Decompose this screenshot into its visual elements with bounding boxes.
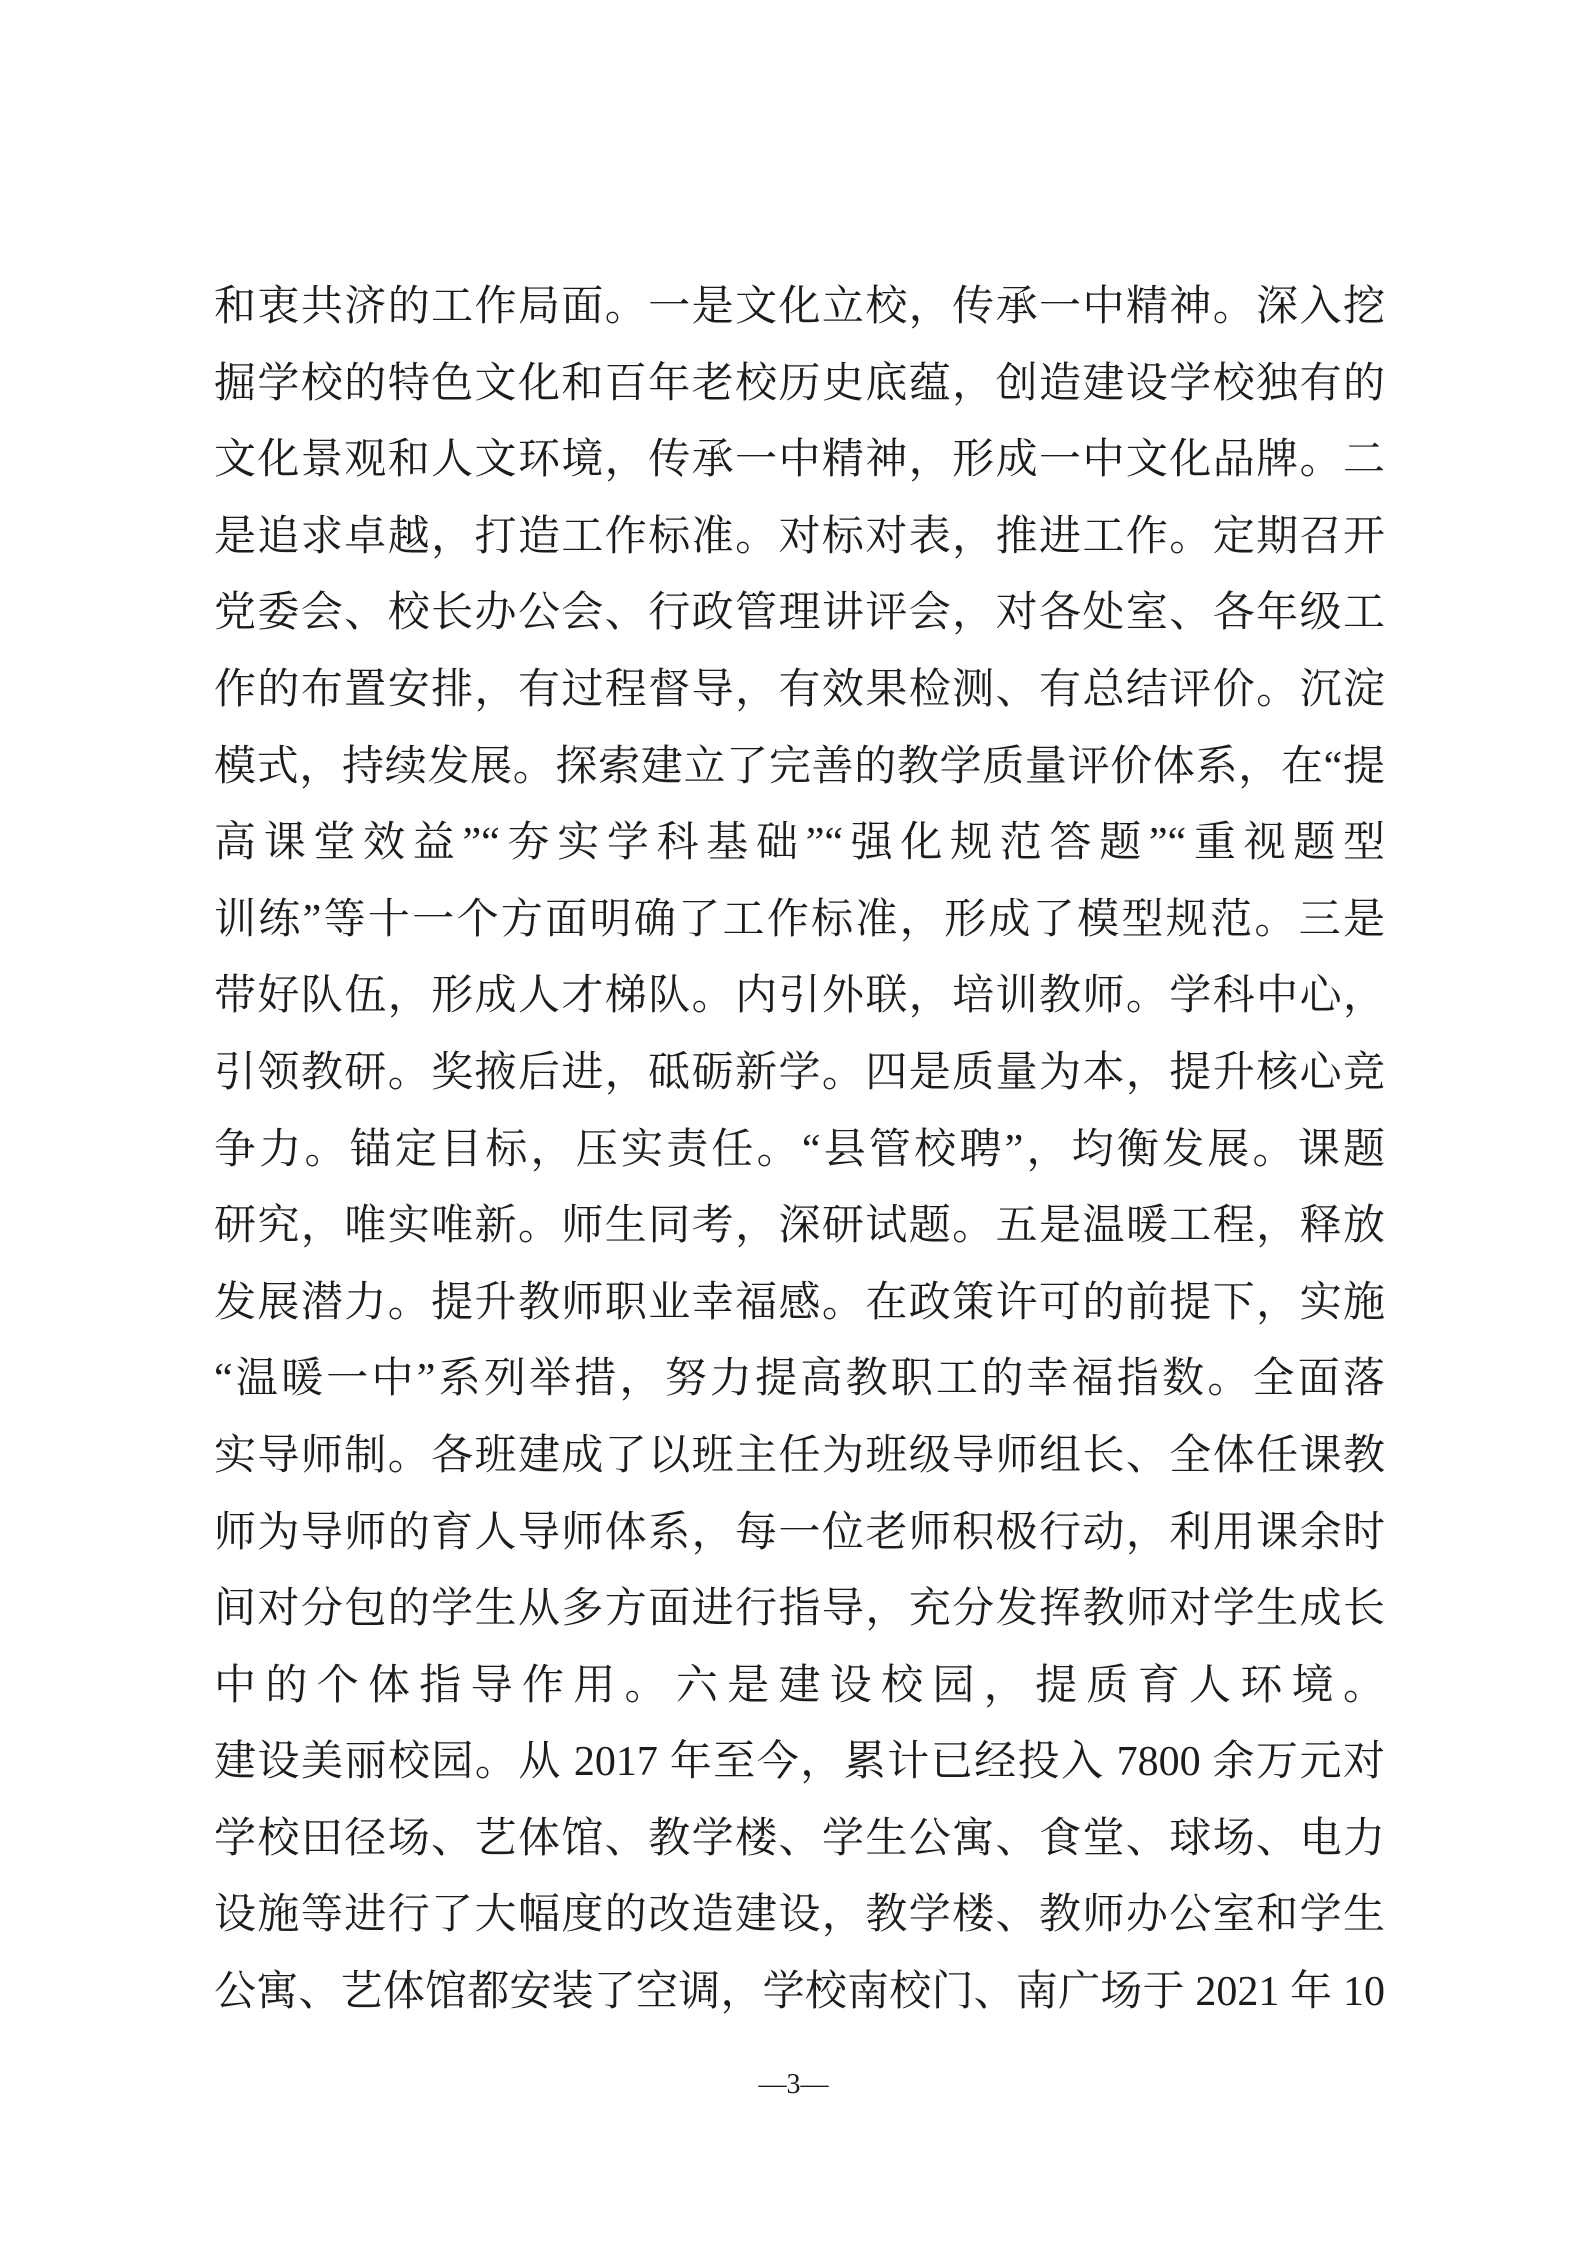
- text-line: “温暖一中”系列举措，努力提高教职工的幸福指数。全面落: [214, 1356, 1385, 1403]
- text-line: 实导师制。各班建成了以班主任为班级导师组长、全体任课教: [214, 1432, 1385, 1479]
- text-line: 建设美丽校园。从 2017 年至今，累计已经投入 7800 余万元对: [214, 1739, 1385, 1786]
- text-line: 训练”等十一个方面明确了工作标准，形成了模型规范。三是: [214, 896, 1385, 943]
- text-line: 设施等进行了大幅度的改造建设，教学楼、教师办公室和学生: [214, 1892, 1385, 1939]
- text-line: 公寓、艺体馆都安装了空调，学校南校门、南广场于 2021 年 10: [214, 1969, 1385, 2016]
- text-line: 模式，持续发展。探索建立了完善的教学质量评价体系，在“提: [214, 743, 1385, 790]
- text-line: 带好队伍，形成人才梯队。内引外联，培训教师。学科中心，: [214, 973, 1385, 1020]
- text-line: 学校田径场、艺体馆、教学楼、学生公寓、食堂、球场、电力: [214, 1815, 1385, 1862]
- text-line: 争力。锚定目标，压实责任。“县管校聘”，均衡发展。课题: [214, 1126, 1385, 1173]
- text-line: 作的布置安排，有过程督导，有效果检测、有总结评价。沉淀: [214, 666, 1385, 713]
- text-line: 师为导师的育人导师体系，每一位老师积极行动，利用课余时: [214, 1509, 1385, 1556]
- text-line: 间对分包的学生从多方面进行指导，充分发挥教师对学生成长: [214, 1586, 1385, 1633]
- text-line: 中的个体指导作用。六是建设校园，提质育人环境。: [214, 1662, 1385, 1709]
- text-line: 是追求卓越，打造工作标准。对标对表，推进工作。定期召开: [214, 513, 1385, 560]
- text-line: 研究，唯实唯新。师生同考，深研试题。五是温暖工程，释放: [214, 1203, 1385, 1250]
- text-line: 引领教研。奖掖后进，砥砺新学。四是质量为本，提升核心竞: [214, 1049, 1385, 1096]
- page-number: —3—: [758, 2069, 829, 2100]
- text-line: 高课堂效益”“夯实学科基础”“强化规范答题”“重视题型: [214, 820, 1385, 867]
- text-line: 掘学校的特色文化和百年老校历史底蕴，创造建设学校独有的: [214, 360, 1385, 407]
- text-line: 和衷共济的工作局面。一是文化立校，传承一中精神。深入挖: [214, 284, 1385, 330]
- text-line: 文化景观和人文环境，传承一中精神，形成一中文化品牌。二: [214, 437, 1385, 484]
- body-text: [214, 269, 1385, 2031]
- text-line: 发展潜力。提升教师职业幸福感。在政策许可的前提下，实施: [214, 1279, 1385, 1326]
- text-line: 党委会、校长办公会、行政管理讲评会，对各处室、各年级工: [214, 590, 1385, 637]
